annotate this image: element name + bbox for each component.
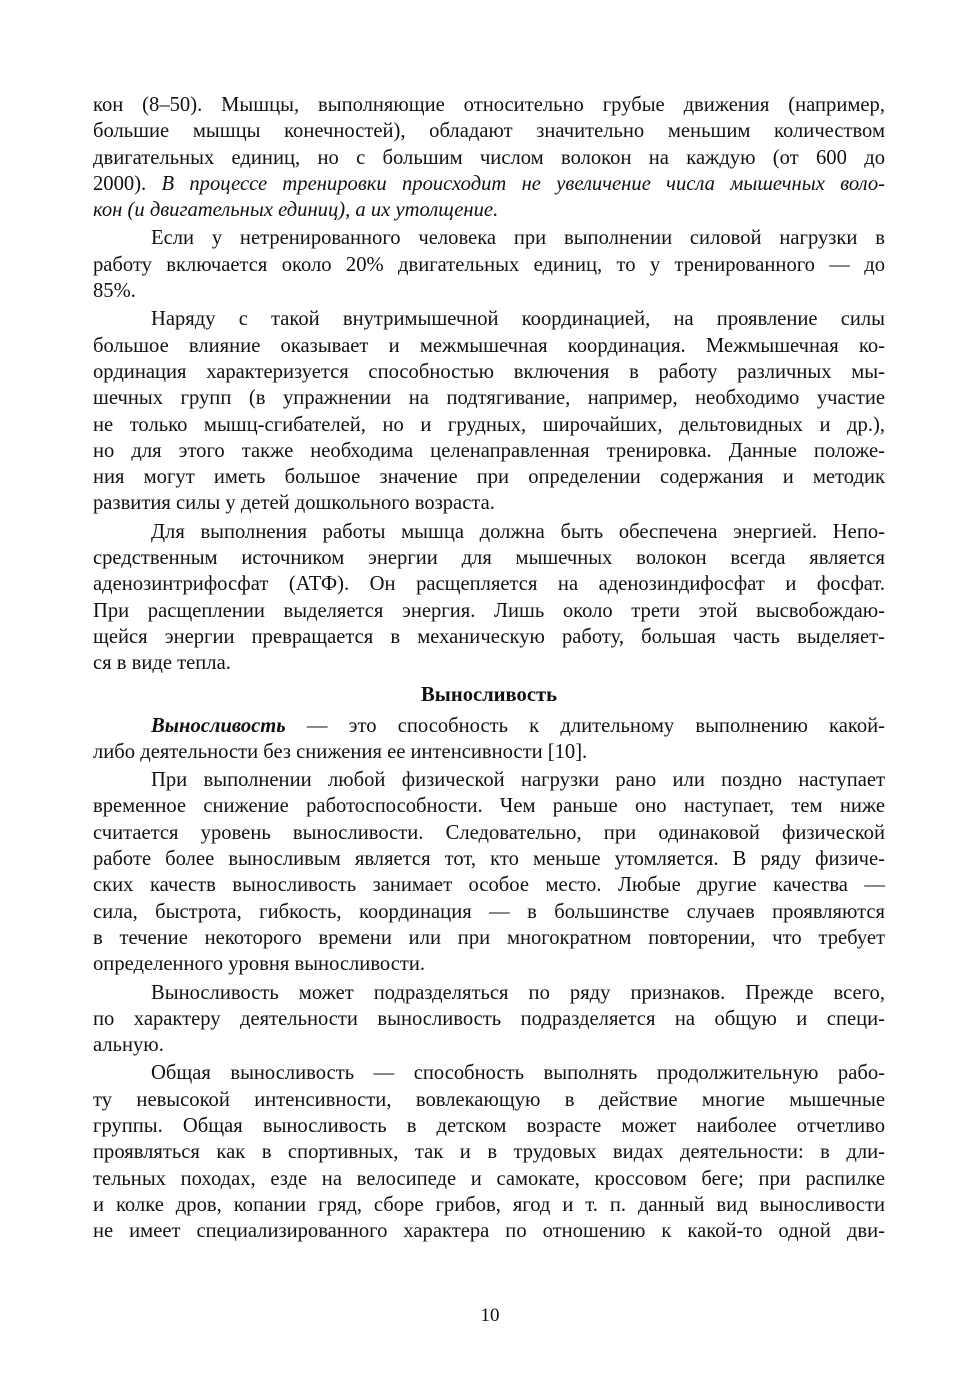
text-span: 2000). [93,172,162,195]
text-line: но для этого также необходима целенаправленная тренировка. Данные положе- [93,439,885,462]
paragraph-muscle-units [93,92,885,223]
text-line: щейся энергии превращается в механическую работу, большая часть выделяет- [93,625,885,648]
text-line: Общая выносливость — способность выполнять продолжительную рабо- [151,1062,885,1085]
text-line: двигательных единиц, но с большим числом волокон на каждую (от 600 до [93,146,885,169]
text-line: определенного уровня выносливости. [93,953,426,976]
text-line: большие мышцы конечностей), обладают значительно меньшим количеством [93,120,885,143]
text-line: кон (8–50). Мышцы, выполняющие относительно грубые движения (например, [93,94,885,116]
paragraph-coordination [93,306,885,516]
text-line: ния могут иметь большое значение при определении содержания и методик [93,466,885,489]
italic-emphasis: кон (и двигательных единиц), а их утолщение. [93,199,499,222]
text-line: ту невысокой интенсивности, вовлекающую в действие многие мышечные [93,1088,885,1111]
text-line: ских качеств выносливость занимает особое место. Любые другие качества — [93,874,885,897]
text-line: развития силы у детей дошкольного возраста. [93,492,495,515]
text-line: шечных групп (в упражнении на подтягивание, например, необходимо участие [93,387,885,410]
text-line: большое влияние оказывает и межмышечная координация. Межмышечная ко- [93,334,885,357]
text-line: по характеру деятельности выносливость подразделяется на общую и специ- [93,1007,885,1030]
paragraph-trained-units [93,225,885,304]
text-line: проявляться как в спортивных, так и в трудовых видах деятельности: в дли- [93,1141,885,1164]
text-line: При расщеплении выделяется энергия. Лишь около трети этой высвобождаю- [93,599,885,622]
text-line: сила, быстрота, гибкость, координация — в большинстве случаев проявляются [93,900,885,923]
text-line: и колке дров, копании гряд, сборе грибов, ягод и т. п. данный вид выносливости [93,1193,885,1216]
text-line: Для выполнения работы мышца должна быть обеспечена энергией. Непо- [151,520,885,543]
page-body [93,90,885,1244]
text-line [93,171,885,197]
text-line: либо деятельности без снижения ее интенсивности [10]. [93,740,588,763]
paragraph-fatigue [93,767,885,977]
text-line: При выполнении любой физической нагрузки рано или поздно наступает [151,769,885,792]
italic-emphasis: В процессе тренировки происходит не увеличение числа мышечных воло- [161,172,885,195]
text-line: не имеет специализированного характера по отношению к какой-то одной дви- [93,1220,885,1243]
text-line: группы. Общая выносливость в детском возрасте может наиболее отчетливо [93,1114,885,1137]
text-line: Выносливость может подразделяться по ряду признаков. Прежде всего, [151,981,885,1004]
paragraph-endurance-definition [93,713,885,766]
text-line: средственным источником энергии для мышечных волокон всегда является [93,547,885,570]
paragraph-general-endurance [93,1060,885,1244]
text-line [93,713,885,739]
text-line: Если у нетренированного человека при выполнении силовой нагрузки в [151,227,885,250]
paragraph-energy [93,519,885,677]
section-heading: Выносливость [421,683,557,706]
text-line: считается уровень выносливости. Следовательно, при одинаковой физической [93,821,885,844]
text-line: работу включается около 20% двигательных единиц, то у тренированного — до [93,253,885,276]
paragraph-classification [93,980,885,1059]
page-number: 10 [480,1305,500,1326]
text-line: ординация характеризуется способностью включения в работу различных мы- [93,360,885,383]
text-line: тельных походах, езде на велосипеде и самокате, кроссовом беге; при распилке [93,1167,885,1190]
text-line: альную. [93,1034,164,1057]
text-line: не только мышц-сгибателей, но и грудных, широчайших, дельтовидных и др.), [93,413,885,436]
text-line: аденозинтрифосфат (АТФ). Он расщепляется на аденозиндифосфат и фосфат. [93,573,885,596]
text-line: временное снижение работоспособности. Чем раньше оно наступает, тем ниже [93,795,885,818]
text-line: ся в виде тепла. [93,652,231,675]
text-line: работе более выносливым является тот, кто меньше утомляется. В ряду физиче- [93,848,885,871]
defined-term: Выносливость [151,714,286,737]
text-line: Наряду с такой внутримышечной координацией, на проявление силы [151,308,885,331]
text-line: в течение некоторого времени или при многократном повторении, что требует [93,926,885,949]
text-line: 85%. [93,280,136,303]
text-span: — это способность к длительному выполнению какой- [285,714,885,737]
